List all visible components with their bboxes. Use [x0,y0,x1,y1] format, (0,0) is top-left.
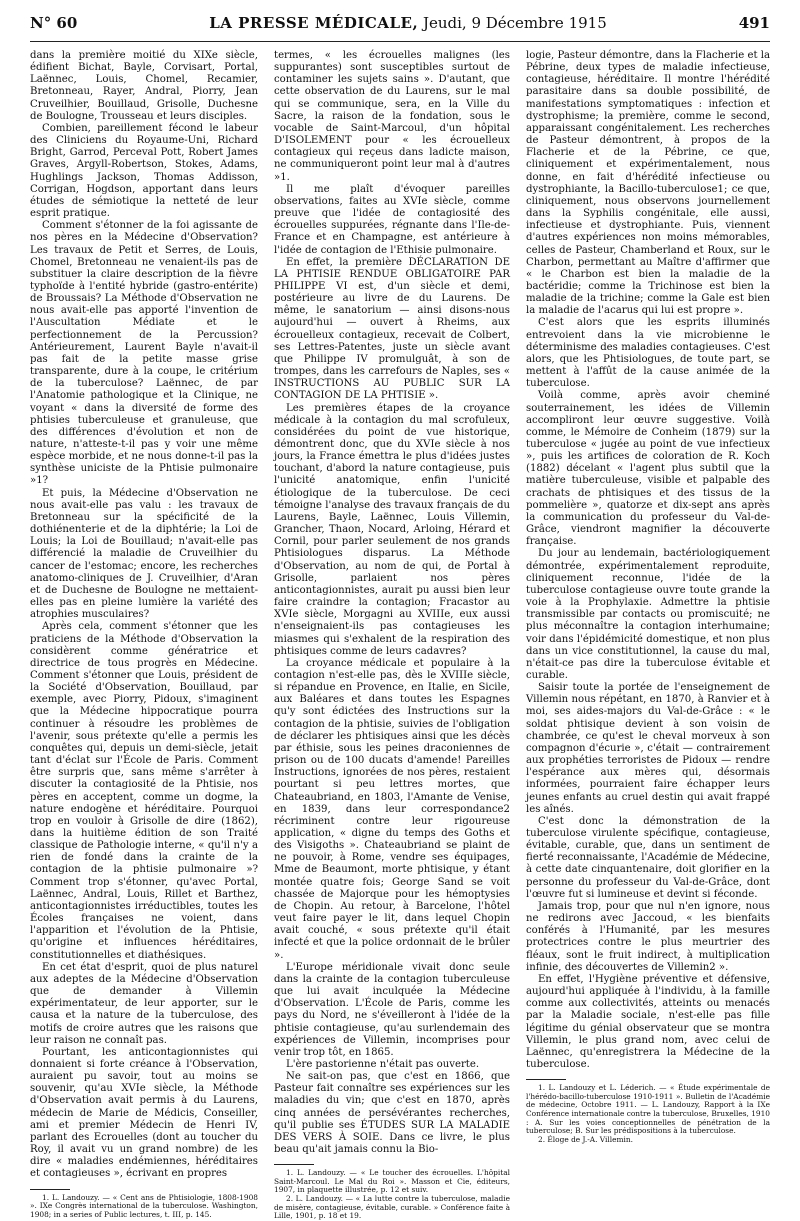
issue-number: N° 60 [30,14,78,32]
footnote: 2. Éloge de J.-A. Villemin. [538,1134,633,1144]
footnote: 1. L. Landouzy. — « Le toucher des écrouelles. L'hôpital Saint-Marcoul. Le Mal du Roi ». Masson et Cie, éditeurs, 1907, in plaquette illustrée, p. 12 et suiv. [274,1168,510,1195]
column-2 [274,50,510,1221]
paragraph: Il me plaît d'évoquer pareilles observations, faites au XVIe siècle, comme preuve que l'idée de contagiosité des écrouelles suppurées, régnante dans l'Ile-de-France et en Champagne, est antérieure à l'idée de contagion de l'Ethisie pulmonaire. [274,183,510,256]
paragraph: Pourtant, les anticontagionnistes qui donnaient si forte créance à l'Observation, auraient pu savoir, tout au moins se souvenir, qu'au XVIe siècle, la Méthode d'Observation avait permis à du Laurens, médecin de Marie de Médicis, Conseiller, ami et premier Médecin de Henri IV, parlant des Ecrouelles (dont au toucher du Roy, il avait vu un grand nombre) de les dire « maladies endémiennes, héréditaires et contagieuses », écrivant en propres [30,1046,258,1180]
paragraph: En effet, la première DÉCLARATION DE LA PHTISIE RENDUE OBLIGATOIRE PAR PHILIPPE VI est, d'un siècle et demi, postérieure au livre de du Laurens. De même, le sanatorium — ainsi disons-nous aujourd'hui — ouvert à Rheims, aux écrouelleux contagieux, recevait de Colbert, ses Lettres-Patentes, juste un siècle avant que Philippe IV promulguât, à son de trompes, dans les carrefours de Naples, ses « INSTRUCTIONS AU PUBLIC SUR LA CONTAGION DE LA PHTISIE ». [274,256,510,402]
header-rule [30,41,770,42]
paragraph: La croyance médicale et populaire à la contagion n'est-elle pas, dès le XVIIIe siècle, si répandue en Provence, en Italie, en Sicile, aux Baléares et dans toutes les Espagnes qu'y sont édictées des Instructions sur la contagion de la phtisie, suivies de l'obligation de déclarer les phtisiques ainsi que les décès par éthisie, sous les peines draconiennes de prison ou de 100 ducats d'amende! Pareilles Instructions, ignorées de nos pères, restaient pourtant si peu lettres mortes, que Chateaubriand, en 1803, l'Amante de Venise, en 1839, dans leur correspondance2 récriminent contre leur rigoureuse application, « digne du temps des Goths et des Visigoths ». Chateaubriand se plaint de ne pouvoir, à Rome, vendre ses équipages, Mme de Beaumont, morte phtisique, y étant montée quatre fois; George Sand se voit chassée de Majorque pour les hémoptysies de Chopin. Au retour, à Barcelone, l'hôtel veut faire payer le lit, dans lequel Chopin avait couché, « sous prétexte qu'il était infecté et que la police ordonnait de le brûler ». [274,657,510,961]
journal-title: LA PRESSE MÉDICALE, [209,14,419,32]
paragraph: Voilà comme, après avoir cheminé souterrainement, les idées de Villemin accompliront leur œuvre suggestive. Voilà comme, le Mémoire de Conheim (1879) sur la tuberculose « jugée au point de vue infectieux », puis les artifices de coloration de R. Koch (1882) décelant « l'agent plus subtil que la matière tuberculeuse, visible et palpable des crachats de phtisiques et des tissus de la pommelière », quatorze et dix-sept ans après la communication du professeur du Val-de-Grâce, viendront magnifier la découverte française. [526,390,770,548]
paragraph: L'ère pastorienne n'était pas ouverte. [286,1058,480,1070]
paragraph: Combien, pareillement fécond le labeur des Cliniciens du Royaume-Uni, Richard Bright, Garrod, Perceval Pott, Robert James Graves, Argyll-Robertson, Stokes, Adams, Hughlings Jackson, Thomas Addisson, Corrigan, Hogdson, apportant dans leurs études de sémiotique la netteté de leur esprit pratique. [30,122,258,220]
paragraph: Saisir toute la portée de l'enseignement de Villemin nous répétant, en 1870, à Ranvier et à moi, ses aides-majors du Val-de-Grâce : « le soldat phtisique devient à son voisin de chambrée, ce qu'est le cheval morveux à son compagnon d'écurie », c'était — contrairement aux prophéties terroristes de Pidoux — rendre l'espérance aux mères qui, désormais informées, pourraient faire échapper leurs jeunes enfants au cruel destin qui avait frappé les aînés. [526,682,770,815]
paragraph: En cet état d'esprit, quoi de plus naturel aux adeptes de la Médecine d'Observation que de demander à Villemin expérimentateur, de leur apporter, sur le causa et la nature de la tuberculose, des motifs de croire autres que les raisons que leur raison ne connaît pas. [30,961,258,1046]
paragraph: C'est donc la démonstration de la tuberculose virulente spécifique, contagieuse, évitable, curable, que, dans un sentiment de fierté reconnaissante, l'Académie de Médecine, à cette date cinquantenaire, doit glorifier en la personne du professeur du Val-de-Grâce, dont l'œuvre fut si lumineuse et devint si féconde. [526,815,770,900]
paragraph: Et puis, la Médecine d'Observation ne nous avait-elle pas valu : les travaux de Bretonneau sur la spécificité de la dothiénenterie et de la diphtérie; la Loi de Louis; la Loi de Bouillaud; n'avait-elle pas différencié la maladie de Cruveilhier du cancer de l'estomac; encore, les recherches anatomo-cliniques de J. Cruveilhier, d'Aran et de Duchesne de Boulogne ne mettaient-elles pas en pleine lumière la variété des atrophies musculaires? [30,487,258,621]
paragraph: Du jour au lendemain, bactériologiquement démontrée, expérimentalement reproduite, cliniquement reconnue, l'idée de la tuberculose contagieuse ouvre toute grande la voie à la Prophylaxie. Admettre la phtisie transmissible par contacts ou promiscuité; ne plus méconnaître la contagion interhumaine; voir dans l'épidémicité domestique, et non plus dans un vice constitutionnel, la cause du mal, n'était-ce pas dire la tuberculose évitable et curable. [526,548,770,681]
paragraph: Les premières étapes de la croyance médicale à la contagion du mal scrofuleux, considérées du point de vue historique, démontrent donc, que du XVIe siècle à nos jours, la France émettra le plus d'idées justes touchant, d'abord la nature contagieuse, puis l'unicité anatomique, enfin l'unicité étiologique de la tuberculose. De ceci témoigne l'analyse des travaux français de du Laurens, Bayle, Laënnec, Louis Villemin, Grancher, Thaon, Nocard, Arloing, Hérard et Cornil, pour parler seulement de nos grands Phtisiologues disparus. La Méthode d'Observation, au nom de qui, de Portal à Grisolle, parlaient nos pères anticontagionnistes, aurait pu aussi bien leur faire craindre la contagion; Fracastor au XVIe siècle, Morgagni au XVIIIe, eux aussi n'enseignaient-ils pas contagieuses les miasmes qui s'exhalent de la respiration des phtisiques comme de leurs cadavres? [274,402,510,657]
paragraph: Ne sait-on pas, que c'est en 1866, que Pasteur fait connaître ses expériences sur les maladies du vin; que c'est en 1870, après cinq années de persévérantes recherches, qu'il publie ses ÉTUDES SUR LA MALADIE DES VERS À SOIE. Dans ce livre, le plus beau qu'ait jamais connu la Bio- [274,1071,510,1156]
paragraph: logie, Pasteur démontre, dans la Flacherie et la Pébrine, deux types de maladie infectieuse, contagieuse, héréditaire. Il montre l'hérédité parasitaire dans sa double possibilité, de manifestations symptomatiques : infection et dystrophisme; la première, comme le second, apparaissant congénitalement. Les recherches de Pasteur démontrent, à propos de la Flacherie et de la Pébrine, ce que, cliniquement et expérimentalement, nous donne, en fait d'hérédité infectieuse ou dystrophiante, la Bacillo-tuberculose1; ce que, cliniquement, nous observons journellement dans la Syphilis congénitale, elle aussi, infectieuse et dystrophiante. Puis, viennent d'autres expériences non moins mémorables, celles de Pasteur, Chamberland et Roux, sur le Charbon, permettant au Maître d'affirmer que « le Charbon est bien la maladie de la bactéridie; comme la Trichinose est bien la maladie de la trichine; comme la Gale est bien la maladie de l'acarus qui lui est propre ». [526,50,771,317]
masthead [209,14,607,32]
paragraph: Jamais trop, pour que nul n'en ignore, nous ne redirons avec Jaccoud, « les bienfaits conférés à l'Humanité, par les mesures protectrices contre le plus meurtrier des fléaux, sont le fruit indirect, à multiplication infinie, des découvertes de Villemin2 ». [526,900,770,973]
paragraph: termes, « les écrouelles malignes (les suppurantes) sont susceptibles surtout de contaminer les sujets sains ». D'autant, que cette observation de du Laurens, sur le mal qui se communique, sera, en la Ville du Sacre, la raison de la fondation, sous le vocable de Saint-Marcoul, d'un hôpital D'ISOLEMENT pour « les écrouelleux contagieux qui reçeus dans ladicte maison, ne communiqueront point leur mal à d'autres »1. [274,50,510,183]
issue-date: Jeudi, 9 Décembre 1915 [422,14,607,32]
footnote-rule [274,1164,314,1165]
footnote-rule [30,1189,70,1190]
paragraph: Après cela, comment s'étonner que les praticiens de la Méthode d'Observation la considèrent comme génératrice et directrice de tous progrès en Médecine. Comment s'étonner que Louis, président de la Société d'Observation, Bouillaud, par exemple, avec Piorry, Pidoux, s'imaginent que la Médecine hippocratique pourra continuer à résoudre les problèmes de l'avenir, sous prétexte qu'elle a permis les conquêtes qui, depuis un demi-siècle, jetait tant d'éclat sur l'École de Paris. Comment être surpris que, sans même s'arrêter à discuter la contagiosité de la Phtisie, nos pères en acceptent, comme un dogme, la nature endogène et héréditaire. Pourquoi trop en vouloir à Grisolle de dire (1862), dans la huitième édition de son Traité classique de Pathologie interne, « qu'il n'y a rien de fondé dans la crainte de la contagion de la phtisie pulmonaire »? Comment trop s'étonner, qu'avec Portal, Laënnec, Andral, Louis, Rillet et Barthez, anticontagionnistes irréductibles, toutes les Écoles françaises ne voient, dans l'apparition et l'évolution de la Phtisie, qu'origine et influences héréditaires, constitutionnelles et diathésiques. [30,621,258,961]
column-3 [526,50,771,1144]
paragraph: En effet, l'Hygiène préventive et défensive, aujourd'hui appliquée à l'individu, à la famille comme aux collectivités, atteints ou menacés par la Maladie sociale, n'est-elle pas fille légitime du génial observateur que se montra Villemin, le plus grand nom, avec celui de Laënnec, qu'enregistrera la Médecine de la tuberculose. [526,973,770,1070]
footnote: 1. L. Landouzy et L. Léderich. — « Étude expérimentale de l'hérédo-bacillo-tuberculose 1910-1911 ». Bulletin de l'Académie de médecine, Octobre 1911. — L. Landouzy, Rapport à la IXe Conférence internationale contre la tuberculose, Bruxelles, 1910 : A. Sur les voies conceptionnelles de pénétration de la tuberculose; B. Sur les prédispositions à la tuberculose. [526,1083,771,1136]
paragraph: dans la première moitié du XIXe siècle, édifient Bichat, Bayle, Corvisart, Portal, Laënnec, Louis, Chomel, Recamier, Bretonneau, Rayer, Andral, Piorry, Jean Cruveilhier, Bouillaud, Grisolle, Duchesne de Boulogne, Trousseau et leurs disciples. [30,50,258,122]
paragraph: L'Europe méridionale vivait donc seule dans la crainte de la contagion tuberculeuse que lui avait inculquée la Médecine d'Observation. L'École de Paris, comme les pays du Nord, ne s'éveilleront à l'idée de la phtisie contagieuse, qu'au surlendemain des expériences de Villemin, incomprises pour venir trop tôt, en 1865. [274,961,510,1058]
column-1 [30,50,258,1219]
paragraph: Comment s'étonner de la foi agissante de nos pères en la Médecine d'Observation? Les travaux de Petit et Serres, de Louis, Chomel, Bretonneau ne venaient-ils pas de substituer la claire description de la fièvre typhoïde à l'entité hybride (gastro-entérite) de Broussais? La Méthode d'Observation ne nous avait-elle pas apporté l'invention de l'Auscultation Médiate et le perfectionnement de la Percussion? Antérieurement, Laurent Bayle n'avait-il pas fait de la petite masse grise transparente, dure à la coupe, le critérium de la tuberculose? Laënnec, de par l'Anatomie pathologique et la Clinique, ne voyant « dans la diversité de forme des phtisies tuberculeuse et granuleuse, que des différences d'évolution et non de nature, n'atteste-t-il pas y voir une même espèce morbide, et ne nous donne-t-il pas la synthèse uniciste de la Phtisie pulmonaire »1? [30,220,258,487]
footnote: 2. L. Landouzy. — « La lutte contre la tuberculose, maladie de misère, contagieuse, évitable, curable. » Conférence faite à Lille, 1901, p. 18 et 19. [274,1194,510,1221]
footnote-rule [526,1079,566,1080]
page-number: 491 [738,14,770,32]
footnote: 1. L. Landouzy. — « Cent ans de Phtisiologie, 1808-1908 ». IXe Congrès international de la tuberculose. Washington, 1908; in a series of Public lectures, t. III, p. 145. [30,1192,258,1219]
paragraph: C'est alors que les esprits illuminés entrevoient dans la vie microbienne le déterminisme des maladies contagieuses. C'est alors, que les Phtisiologues, de toute part, se mettent à l'affût de la cause animée de la tuberculose. [526,317,770,390]
page-header [30,14,770,36]
